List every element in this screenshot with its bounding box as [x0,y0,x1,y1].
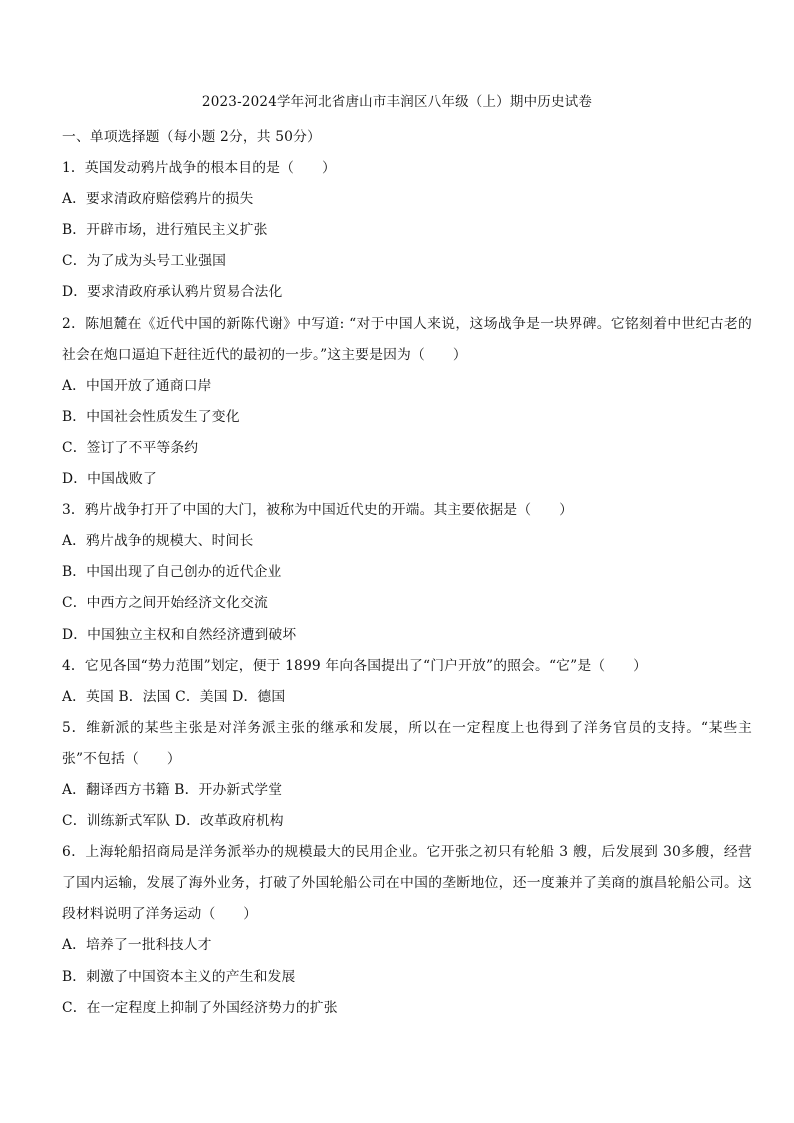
question-stem: 4．它见各国“势力范围”划定，便于 1899 年向各国提出了“门户开放”的照会。“它”是（ ） [62,657,648,674]
answer-option-b: B．中国社会性质发生了变化 [62,408,240,425]
answer-option-b: B．开辟市场，进行殖民主义扩张 [62,222,268,239]
answer-option-d: D．中国战败了 [62,471,157,488]
section-heading: 一、单项选择题（每小题 2分，共 50分） [62,129,322,145]
answer-options-inline: A．英国 B．法国 C．美国 D．德国 [62,688,286,705]
answer-option-c: C．中西方之间开始经济文化交流 [62,595,268,612]
question-stem: 2．陈旭麓在《近代中国的新陈代谢》中写道: “对于中国人来说，这场战争是一块界碑。它铭刻着中世纪古老的社会在炮口逼迫下赶往近代的最初的一步。”这主要是因为（ ） [62,315,752,363]
exam-content [62,122,752,1024]
question-stem: 1．英国发动鸦片战争的根本目的是（ ） [62,160,336,177]
answer-options-ab: A．翻译西方书籍 B．开办新式学堂 [62,781,283,798]
question-stem: 5．维新派的某些主张是对洋务派主张的继承和发展，所以在一定程度上也得到了洋务官员的支持。“某些主张”不包括（ ） [62,719,752,767]
question-5 [62,713,752,837]
answer-option-a: A．要求清政府赔偿鸦片的损失 [62,191,254,208]
answer-option-a: A．鸦片战争的规模大、时间长 [62,533,254,550]
answer-option-a: A．培养了一批科技人才 [62,937,212,954]
answer-option-d: D．中国独立主权和自然经济遭到破坏 [62,626,297,643]
question-4 [62,651,752,713]
answer-option-d: D．要求清政府承认鸦片贸易合法化 [62,284,283,301]
question-1 [62,153,752,308]
question-stem: 3．鸦片战争打开了中国的大门，被称为中国近代史的开端。其主要依据是（ ） [62,502,574,519]
answer-option-a: A．中国开放了通商口岸 [62,377,212,394]
question-3 [62,495,752,650]
answer-option-c: C．为了成为头号工业强国 [62,253,227,270]
question-6 [62,837,752,1024]
answer-option-b: B．刺激了中国资本主义的产生和发展 [62,968,296,985]
question-2 [62,309,752,496]
answer-option-c: C．签订了不平等条约 [62,439,199,456]
answer-option-b: B．中国出现了自己创办的近代企业 [62,564,282,581]
answer-options-cd: C．训练新式军队 D．改革政府机构 [62,813,284,830]
answer-option-c: C．在一定程度上抑制了外国经济势力的扩张 [62,999,338,1016]
question-stem: 6．上海轮船招商局是洋务派举办的规模最大的民用企业。它开张之初只有轮船 3 艘，后发展到 30多艘，经营了国内运输，发展了海外业务，打破了外国轮船公司在中国的垄断地位，还一度兼并了美商的旗昌轮船公司。这段材料说明了洋务运动（ ） [62,844,752,923]
page-title: 2023-2024学年河北省唐山市丰润区八年级（上）期中历史试卷 [201,94,593,110]
